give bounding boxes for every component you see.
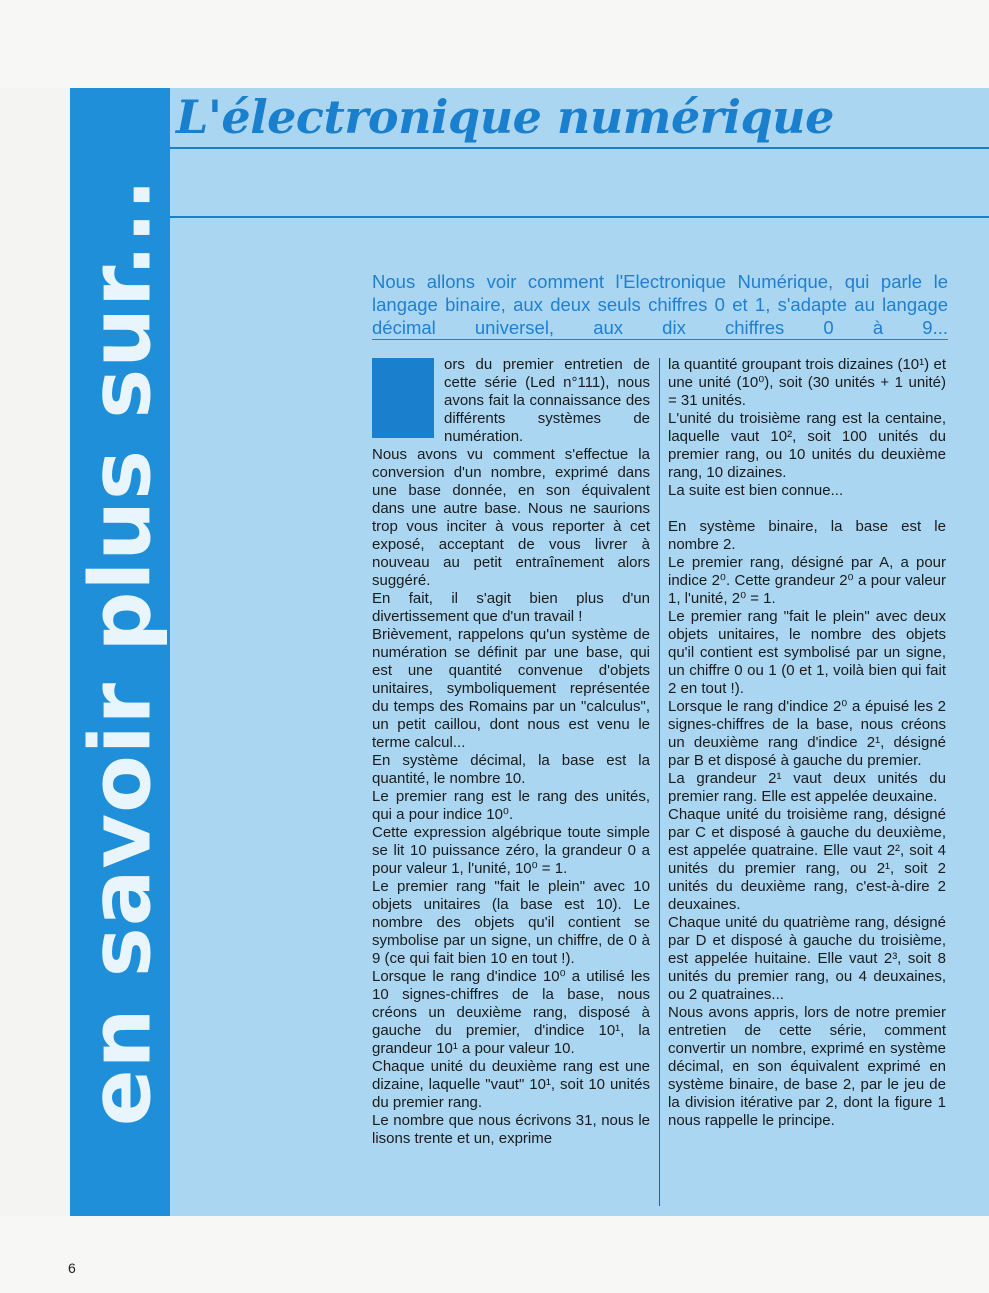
drop-cap	[372, 358, 434, 438]
intro-lead	[372, 270, 948, 340]
paragraph: Lorsque le rang d'indice 10⁰ a utilisé les 10 signes-chiffres de la base, nous créons un deuxième rang, disposé à gauche du premier, d'indice 10¹, la grandeur 10¹ a pour valeur 10.	[372, 968, 650, 1057]
paragraph: La suite est bien connue...	[668, 482, 844, 499]
paragraph-spacer	[668, 500, 946, 518]
paragraph: la quantité groupant trois dizaines (10¹) et une unité (10⁰), soit (30 unités + 1 unité) = 31 unités.	[668, 356, 946, 409]
paragraph: Le premier rang "fait le plein" avec 10 objets unitaires (la base est 10). Le nombre des objets qu'il contient se symbolise par un signe, un chiffre, de 0 à 9 (ce qui fait bien 10 en tout !).	[372, 878, 650, 967]
column-divider	[659, 358, 660, 1206]
paragraph: Brièvement, rappelons qu'un système de numération se définit par une base, qui est une quantité convenue d'objets unitaires, symboliquement représentée du temps des Romains par un "calculus", un petit caillou, dont nous est venu le terme calcul...	[372, 626, 650, 751]
top-margin	[0, 0, 989, 88]
paragraph: Le nombre que nous écrivons 31, nous le lisons trente et un, exprime	[372, 1112, 650, 1147]
paragraph: La grandeur 2¹ vaut deux unités du premier rang. Elle est appelée deuxaine.	[668, 770, 946, 805]
side-title-wrapper	[70, 88, 170, 1216]
column-2	[668, 356, 946, 1130]
paragraph: ors du premier entretien de cette série (Led n°111), nous avons fait la connaissance des différents systèmes de numération.	[444, 356, 650, 445]
paragraph: En système décimal, la base est la quantité, le nombre 10.	[372, 752, 650, 787]
intro-text: Nous allons voir comment l'Electronique Numérique, qui parle le langage binaire, aux deux seuls chiffres 0 et 1, s'adapte au langage décimal universel, aux dix chiffres 0 à 9...	[372, 271, 948, 338]
paragraph: Le premier rang "fait le plein" avec deux objets unitaires, le nombre des objets qu'il contient est symbolisé par un signe, un chiffre 0 ou 1 (0 et 1, voilà bien qui fait 2 en tout !).	[668, 608, 946, 697]
side-title: en savoir plus sur...	[71, 177, 170, 1127]
paragraph: Chaque unité du deuxième rang est une dizaine, laquelle "vaut" 10¹, soit 10 unités du premier rang.	[372, 1058, 650, 1111]
paragraph: En fait, il s'agit bien plus d'un divertissement que d'un travail !	[372, 590, 650, 625]
paragraph: Cette expression algébrique toute simple se lit 10 puissance zéro, la grandeur 0 a pour valeur 1, l'unité, 10⁰ = 1.	[372, 824, 650, 877]
paragraph: Chaque unité du quatrième rang, désigné par D et disposé à gauche du troisième, est appelée huitaine. Elle vaut 2³, soit 8 unités du premier rang, ou 4 deuxaines, ou 2 quatraines...	[668, 914, 946, 1003]
article-title: L'électronique numérique	[176, 90, 834, 144]
title-block	[170, 88, 989, 218]
paragraph: En système binaire, la base est le nombre 2.	[668, 518, 946, 553]
bottom-margin	[0, 1216, 989, 1293]
paragraph: Le premier rang est le rang des unités, qui a pour indice 10⁰.	[372, 788, 650, 823]
paragraph: Nous avons vu comment s'effectue la conversion d'un nombre, exprimé dans une base donnée, en son équivalent dans une autre base. Nous ne saurions trop vous inciter à vous reporter à cet exposé, acceptant de vous livrer à nouveau au petit entraînement alors suggéré.	[372, 446, 650, 589]
paragraph: Lorsque le rang d'indice 2⁰ a épuisé les 2 signes-chiffres de la base, nous créons un deuxième rang d'indice 2¹, désigné par B et disposé à gauche du premier.	[668, 698, 946, 769]
paragraph: Chaque unité du troisième rang, désigné par C et disposé à gauche du deuxième, est appelée quatraine. Elle vaut 2², soit 4 unités du premier rang, ou 2¹, soit 2 unités du deuxième rang, c'est-à-dire 2 deuxaines.	[668, 806, 946, 913]
paragraph: Le premier rang, désigné par A, a pour indice 2⁰. Cette grandeur 2⁰ a pour valeur 1, l'unité, 2⁰ = 1.	[668, 554, 946, 607]
title-rule-bottom	[170, 216, 989, 218]
paragraph: L'unité du troisième rang est la centaine, laquelle vaut 10², soit 100 unités du premier rang, ou 10 unités du deuxième rang, 10 dizaines.	[668, 410, 946, 481]
page-number: 6	[68, 1260, 76, 1276]
paragraph: Nous avons appris, lors de notre premier entretien de cette série, comment convertir un nombre, exprimé en système décimal, en son équivalent exprimé en système binaire, de base 2, par le jeu de la division itérative par 2, dont la figure 1 nous rappelle le principe.	[668, 1004, 946, 1129]
column-1	[372, 356, 650, 1148]
title-rule-top	[170, 147, 989, 149]
